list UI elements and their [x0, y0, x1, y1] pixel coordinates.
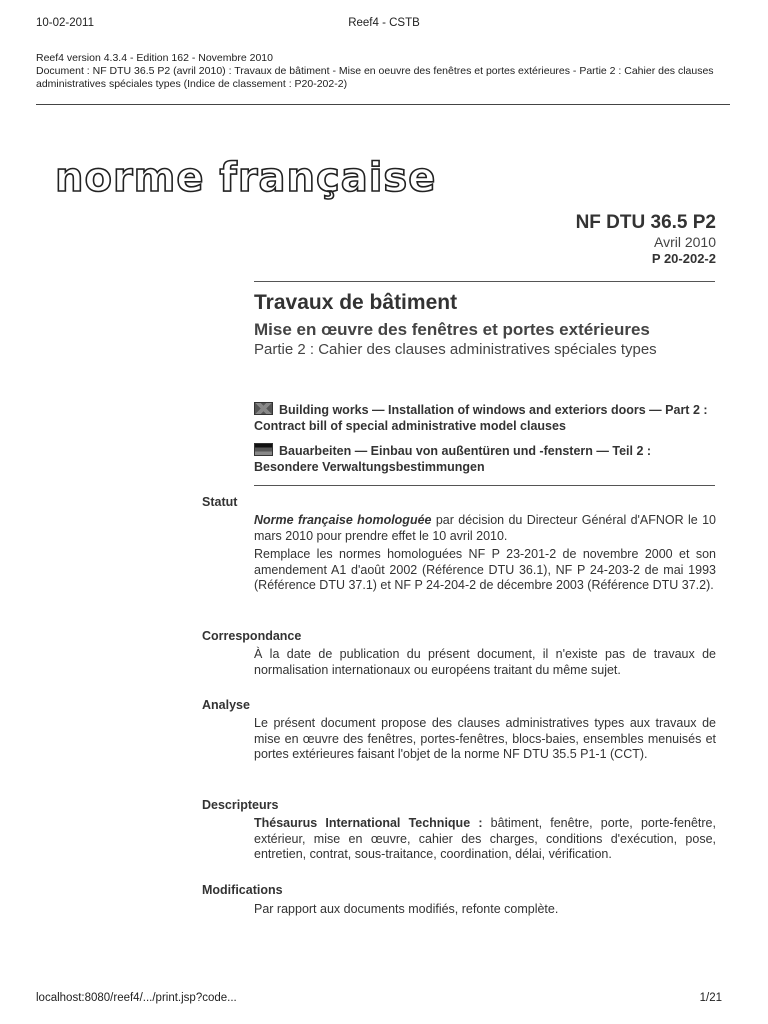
- part-title: Partie 2 : Cahier des clauses administratives spéciales types: [254, 341, 657, 358]
- title-divider-bottom: [254, 485, 715, 486]
- norme-title: norme française: [55, 155, 437, 201]
- page-number: 1/21: [699, 992, 722, 1004]
- german-flag-icon: [254, 443, 273, 456]
- version-line: Reef4 version 4.3.4 - Edition 162 - Novembre 2010: [36, 52, 273, 64]
- header-divider: [36, 104, 730, 105]
- section-label-statut: Statut: [202, 495, 238, 509]
- title-divider-top: [254, 281, 715, 282]
- print-title: Reef4 - CSTB: [348, 17, 420, 29]
- section-label-analyse: Analyse: [202, 698, 250, 712]
- reference-code: NF DTU 36.5 P2: [575, 212, 716, 233]
- main-title: Travaux de bâtiment: [254, 291, 458, 314]
- document-line: Document : NF DTU 36.5 P2 (avril 2010) : Travaux de bâtiment - Mise en oeuvre des fenêtres et portes extérieures - Partie 2 : Cahier des clauses administratives spéciales types (Indice de classement : P20-202-2): [36, 65, 714, 90]
- english-title: Building works — Installation of windows and exteriors doors — Part 2 : Contract bill of special administrative model clauses: [254, 403, 708, 433]
- section-body-modifications: Par rapport aux documents modifiés, refonte complète.: [254, 902, 559, 916]
- reference-date: Avril 2010: [653, 234, 716, 250]
- section-label-descripteurs: Descripteurs: [202, 798, 279, 812]
- section-label-modifications: Modifications: [202, 883, 283, 897]
- subtitle: Mise en œuvre des fenêtres et portes extérieures: [254, 320, 650, 339]
- section-body-descripteurs: Thésaurus International Technique : bâtiment, fenêtre, porte, porte-fenêtre, extérieur, mise en œuvre, cahier des charges, conditions d'exécution, pose, entretien, contrat, sous-traitance, coordination, délai, vérification.: [254, 816, 716, 861]
- print-date: 10-02-2011: [36, 17, 94, 29]
- title-block: [254, 290, 716, 359]
- section-body-analyse: Le présent document propose des clauses administratives types aux travaux de mise en œuvre des fenêtres, portes-fenêtres, blocs-baies, ensembles menuisés et portes extérieures faisant l'objet de la norme NF DTU 35.5 P1-1 (CCT).: [254, 716, 716, 761]
- classification-index: P 20-202-2: [651, 251, 716, 266]
- section-body-correspondance: À la date de publication du présent document, il n'existe pas de travaux de normalisation internationaux ou européens traitant du même sujet.: [254, 647, 716, 677]
- print-url: localhost:8080/reef4/.../print.jsp?code...: [36, 992, 237, 1004]
- uk-flag-icon: [254, 402, 273, 415]
- document-meta: [36, 52, 736, 91]
- section-label-correspondance: Correspondance: [202, 629, 302, 643]
- german-title: Bauarbeiten — Einbau von außentüren und -fenstern — Teil 2 : Besondere Verwaltungsbestimmungen: [254, 444, 652, 474]
- reference-block: [576, 212, 716, 267]
- section-body-statut: Norme française homologuée par décision du Directeur Général d'AFNOR le 10 mars 2010 pour prendre effet le 10 avril 2010. Remplace les normes homologuées NF P 23-201-2 de novembre 2000 et son amendement A1 d'août 2002 (Référence DTU 36.1), NF P 24-203-2 de mai 1993 (Référence DTU 37.1) et NF P 24-204-2 de décembre 2003 (Référence DTU 37.2).: [254, 513, 717, 592]
